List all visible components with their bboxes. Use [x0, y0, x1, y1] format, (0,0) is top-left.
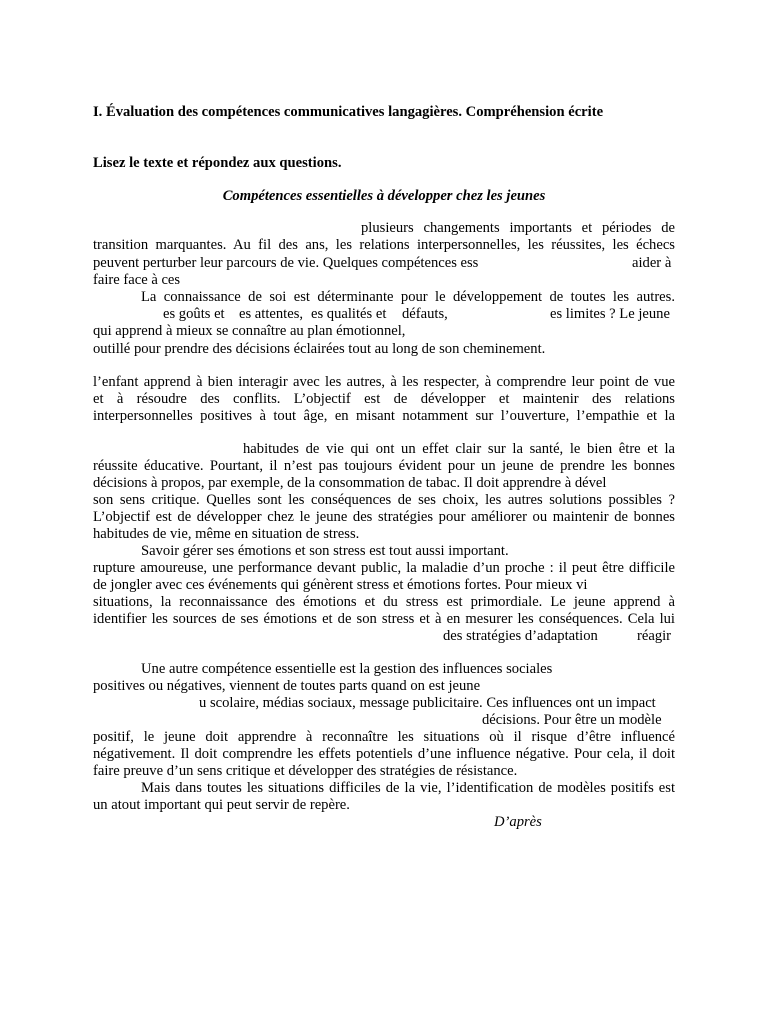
text-line: faire preuve d’un sens critique et développer des stratégies de résistance.: [93, 763, 518, 779]
text-line: Mais dans toutes les situations difficiles de la vie, l’identification de modèles positifs est: [141, 780, 675, 796]
text-line: son sens critique. Quelles sont les conséquences de ses choix, les autres solutions possibles ?: [93, 492, 675, 508]
source-attribution: D’après: [494, 814, 542, 830]
text-line: transition marquantes. Au fil des ans, les relations interpersonnelles, les réussites, les échecs: [93, 237, 675, 253]
text-line: Savoir gérer ses émotions et son stress est tout aussi important.: [141, 543, 509, 559]
text-line: identifier les sources de ses émotions et de son stress et à en mesurer les conséquences. Cela lui: [93, 611, 675, 627]
text-line: habitudes de vie, même en situation de stress.: [93, 526, 360, 542]
text-line: de jongler avec ces événements qui génèrent stress et émotions fortes. Pour mieux vi: [93, 577, 588, 593]
text-line: La connaissance de soi est déterminante pour le développement de toutes les autres.: [141, 289, 675, 305]
text-line: L’objectif est de développer chez le jeune des stratégies pour améliorer ou maintenir de bonnes: [93, 509, 675, 525]
text-line: plusieurs changements importants et périodes de: [361, 220, 675, 236]
text-line: es qualités et: [311, 306, 387, 322]
text-line: un atout important qui peut servir de repère.: [93, 797, 350, 813]
text-line: positives ou négatives, viennent de toutes parts quand on est jeune: [93, 678, 481, 694]
text-line: positif, le jeune doit apprendre à reconnaître les situations où il risque d’être influencé: [93, 729, 675, 745]
text-line: es limites ? Le jeune: [550, 306, 670, 322]
text-line: et à résoudre des conflits. L’objectif est de développer et maintenir des relations: [93, 391, 675, 407]
text-line: Une autre compétence essentielle est la gestion des influences sociales: [141, 661, 553, 677]
text-line: rupture amoureuse, une performance devant public, la maladie d’un proche : il peut être difficile: [93, 560, 675, 576]
text-line: situations, la reconnaissance des émotions et du stress est primordiale. Le jeune apprend à: [93, 594, 675, 610]
text-line: réagir: [637, 628, 672, 644]
text-line: l’enfant apprend à bien interagir avec les autres, à les respecter, à comprendre leur point de vue: [93, 374, 675, 390]
text-line: défauts,: [402, 306, 448, 322]
text-line: faire face à ces: [93, 272, 181, 288]
text-line: u scolaire, médias sociaux, message publicitaire. Ces influences ont un impact: [199, 695, 656, 711]
text-line: négativement. Il doit comprendre les effets potentiels d’une influence négative. Pour cela, il doit: [93, 746, 675, 762]
instruction: Lisez le texte et répondez aux questions.: [93, 155, 342, 171]
text-line: décisions à propos, par exemple, de la consommation de tabac. Il doit apprendre à dével: [93, 475, 607, 491]
text-line: habitudes de vie qui ont un effet clair sur la santé, le bien être et la: [243, 441, 675, 457]
text-line: es attentes,: [239, 306, 304, 322]
text-line: réussite éducative. Pourtant, il n’est pas toujours évident pour un jeune de prendre les bonnes: [93, 458, 675, 474]
text-line: aider à: [632, 255, 672, 271]
text-line: qui apprend à mieux se connaître au plan émotionnel,: [93, 323, 406, 339]
section-title: I. Évaluation des compétences communicatives langagières. Compréhension écrite: [93, 104, 604, 120]
text-line: décisions. Pour être un modèle: [482, 712, 662, 728]
text-line: interpersonnelles positives à tout âge, en misant notamment sur l’ouverture, l’empathie et la: [93, 408, 675, 424]
text-line: peuvent perturber leur parcours de vie. Quelques compétences ess: [93, 255, 479, 271]
text-line: des stratégies d’adaptation: [443, 628, 598, 644]
text-line: outillé pour prendre des décisions éclairées tout au long de son cheminement.: [93, 341, 546, 357]
text-title: Compétences essentielles à développer chez les jeunes: [222, 188, 546, 204]
text-line: es goûts et: [163, 306, 225, 322]
